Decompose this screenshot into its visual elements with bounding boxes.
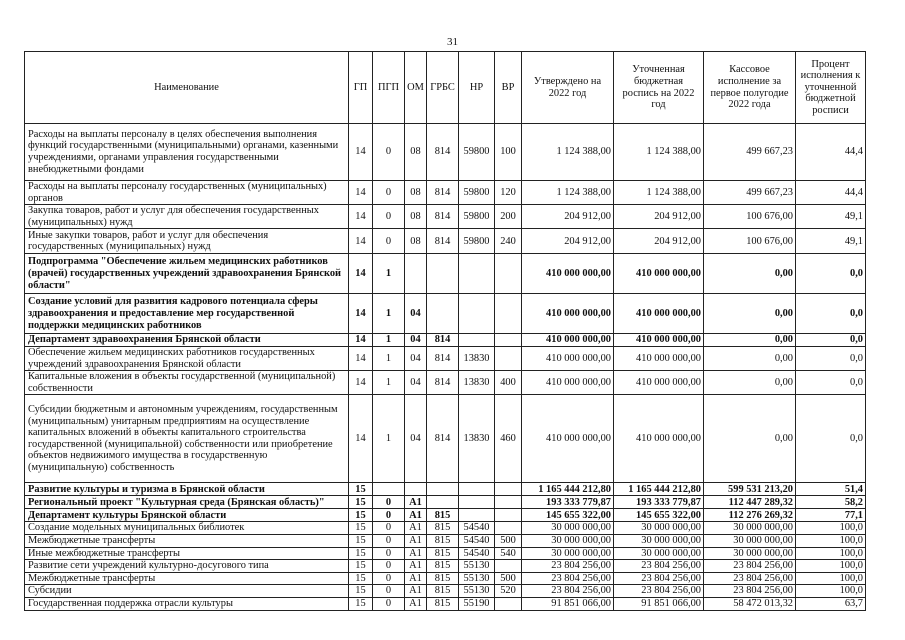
cell-pgp: 0 — [373, 572, 405, 585]
cell-grbs: 814 — [427, 346, 459, 370]
cell-refined: 204 912,00 — [614, 229, 704, 254]
cell-approved: 145 655 322,00 — [522, 509, 614, 522]
table-row — [25, 181, 866, 205]
cell-pgp: 0 — [373, 124, 405, 181]
cell-pgp: 1 — [373, 254, 405, 294]
cell-gp: 15 — [349, 560, 373, 573]
cell-refined: 30 000 000,00 — [614, 522, 704, 535]
cell-grbs: 814 — [427, 124, 459, 181]
cell-cash: 30 000 000,00 — [704, 547, 796, 560]
cell-grbs: 814 — [427, 229, 459, 254]
cell-approved: 410 000 000,00 — [522, 395, 614, 483]
cell-nr: 55130 — [459, 560, 495, 573]
cell-vr — [495, 346, 522, 370]
cell-percent: 44,4 — [796, 181, 866, 205]
table-row — [25, 254, 866, 294]
cell-name: Межбюджетные трансферты — [25, 534, 349, 547]
cell-vr: 500 — [495, 534, 522, 547]
cell-pgp: 0 — [373, 509, 405, 522]
cell-refined: 1 124 388,00 — [614, 181, 704, 205]
cell-vr — [495, 483, 522, 496]
cell-name: Подпрограмма "Обеспечение жильем медицинских работников (врачей) государственных учреждений здравоохранения Брянской области" — [25, 254, 349, 294]
cell-gp: 14 — [349, 395, 373, 483]
cell-pgp: 0 — [373, 181, 405, 205]
cell-percent: 100,0 — [796, 547, 866, 560]
cell-vr — [495, 522, 522, 535]
cell-grbs: 815 — [427, 522, 459, 535]
cell-approved: 410 000 000,00 — [522, 254, 614, 294]
cell-pgp: 0 — [373, 547, 405, 560]
cell-pgp: 1 — [373, 334, 405, 347]
cell-vr: 460 — [495, 395, 522, 483]
cell-grbs: 814 — [427, 371, 459, 395]
cell-pgp: 0 — [373, 534, 405, 547]
cell-approved: 23 804 256,00 — [522, 572, 614, 585]
cell-grbs: 814 — [427, 181, 459, 205]
cell-refined: 410 000 000,00 — [614, 371, 704, 395]
cell-grbs: 814 — [427, 205, 459, 229]
cell-om: 08 — [405, 181, 427, 205]
cell-vr — [495, 597, 522, 610]
table-row — [25, 124, 866, 181]
cell-grbs: 815 — [427, 560, 459, 573]
table-row — [25, 560, 866, 573]
cell-percent: 100,0 — [796, 585, 866, 598]
cell-om: A1 — [405, 534, 427, 547]
cell-name: Создание модельных муниципальных библиотек — [25, 522, 349, 535]
cell-gp: 14 — [349, 181, 373, 205]
cell-cash: 0,00 — [704, 371, 796, 395]
cell-nr: 13830 — [459, 346, 495, 370]
cell-name: Региональный проект "Культурная среда (Брянская область)" — [25, 496, 349, 509]
cell-approved: 410 000 000,00 — [522, 294, 614, 334]
cell-gp: 14 — [349, 346, 373, 370]
cell-vr: 500 — [495, 572, 522, 585]
cell-nr: 55130 — [459, 572, 495, 585]
cell-refined: 410 000 000,00 — [614, 294, 704, 334]
cell-om: 08 — [405, 124, 427, 181]
cell-vr: 520 — [495, 585, 522, 598]
cell-cash: 0,00 — [704, 294, 796, 334]
cell-pgp — [373, 483, 405, 496]
cell-pgp: 0 — [373, 585, 405, 598]
cell-om: A1 — [405, 496, 427, 509]
table-row — [25, 534, 866, 547]
cell-nr — [459, 254, 495, 294]
cell-nr — [459, 334, 495, 347]
cell-nr: 55190 — [459, 597, 495, 610]
cell-gp: 15 — [349, 547, 373, 560]
cell-refined: 410 000 000,00 — [614, 254, 704, 294]
cell-pgp: 0 — [373, 496, 405, 509]
table-row — [25, 522, 866, 535]
cell-name: Межбюджетные трансферты — [25, 572, 349, 585]
cell-pgp: 0 — [373, 522, 405, 535]
cell-name: Иные закупки товаров, работ и услуг для обеспечения государственных (муниципальных) нужд — [25, 229, 349, 254]
cell-gp: 14 — [349, 205, 373, 229]
cell-refined: 23 804 256,00 — [614, 572, 704, 585]
cell-nr: 54540 — [459, 534, 495, 547]
cell-grbs: 815 — [427, 585, 459, 598]
cell-grbs — [427, 496, 459, 509]
cell-name: Субсидии бюджетным и автономным учреждениям, государственным (муниципальным) унитарным предприятиям на осуществление капитальных вложений в объекты капитального строительства государственной (муниципальной) собственности или приобретение объектов недвижимого имущества в государственную (муниципальную) собственность — [25, 395, 349, 483]
cell-grbs: 814 — [427, 395, 459, 483]
cell-approved: 23 804 256,00 — [522, 585, 614, 598]
cell-refined: 410 000 000,00 — [614, 334, 704, 347]
cell-approved: 193 333 779,87 — [522, 496, 614, 509]
cell-percent: 51,4 — [796, 483, 866, 496]
cell-approved: 23 804 256,00 — [522, 560, 614, 573]
header-percent: Процент исполнения к уточненной бюджетной росписи — [796, 52, 866, 124]
cell-cash: 112 447 289,32 — [704, 496, 796, 509]
cell-gp: 15 — [349, 597, 373, 610]
cell-nr — [459, 294, 495, 334]
cell-cash: 100 676,00 — [704, 205, 796, 229]
cell-nr: 59800 — [459, 229, 495, 254]
cell-percent: 63,7 — [796, 597, 866, 610]
cell-cash: 100 676,00 — [704, 229, 796, 254]
cell-pgp: 0 — [373, 597, 405, 610]
cell-gp: 15 — [349, 534, 373, 547]
table-row — [25, 229, 866, 254]
cell-gp: 14 — [349, 124, 373, 181]
table-row — [25, 294, 866, 334]
cell-refined: 1 124 388,00 — [614, 124, 704, 181]
cell-nr: 55130 — [459, 585, 495, 598]
cell-refined: 204 912,00 — [614, 205, 704, 229]
cell-percent: 58,2 — [796, 496, 866, 509]
header-name: Наименование — [25, 52, 349, 124]
cell-cash: 0,00 — [704, 334, 796, 347]
cell-om: A1 — [405, 585, 427, 598]
cell-om: A1 — [405, 560, 427, 573]
table-row — [25, 572, 866, 585]
cell-name: Государственная поддержка отрасли культуры — [25, 597, 349, 610]
table-row — [25, 585, 866, 598]
cell-om: 04 — [405, 294, 427, 334]
cell-om: 04 — [405, 346, 427, 370]
table-body — [25, 124, 866, 611]
table-row — [25, 547, 866, 560]
table-row — [25, 483, 866, 496]
cell-nr — [459, 496, 495, 509]
cell-gp: 15 — [349, 496, 373, 509]
table-row — [25, 346, 866, 370]
cell-approved: 410 000 000,00 — [522, 346, 614, 370]
cell-name: Капитальные вложения в объекты государственной (муниципальной) собственности — [25, 371, 349, 395]
cell-pgp: 0 — [373, 205, 405, 229]
header-nr: НР — [459, 52, 495, 124]
cell-cash: 0,00 — [704, 346, 796, 370]
table-row — [25, 205, 866, 229]
cell-grbs: 815 — [427, 597, 459, 610]
cell-grbs — [427, 294, 459, 334]
cell-om — [405, 483, 427, 496]
cell-name: Департамент культуры Брянской области — [25, 509, 349, 522]
cell-pgp: 1 — [373, 346, 405, 370]
cell-gp: 14 — [349, 294, 373, 334]
cell-approved: 1 124 388,00 — [522, 124, 614, 181]
cell-cash: 599 531 213,20 — [704, 483, 796, 496]
cell-approved: 30 000 000,00 — [522, 522, 614, 535]
cell-gp: 15 — [349, 572, 373, 585]
cell-gp: 14 — [349, 229, 373, 254]
cell-cash: 23 804 256,00 — [704, 585, 796, 598]
budget-table — [24, 51, 866, 611]
cell-nr — [459, 483, 495, 496]
cell-grbs: 815 — [427, 509, 459, 522]
cell-vr: 100 — [495, 124, 522, 181]
cell-om: 04 — [405, 334, 427, 347]
cell-nr: 59800 — [459, 181, 495, 205]
cell-percent: 49,1 — [796, 205, 866, 229]
cell-percent: 0,0 — [796, 395, 866, 483]
cell-refined: 1 165 444 212,80 — [614, 483, 704, 496]
table-row — [25, 334, 866, 347]
cell-grbs — [427, 254, 459, 294]
cell-vr: 120 — [495, 181, 522, 205]
cell-name: Субсидии — [25, 585, 349, 598]
cell-approved: 204 912,00 — [522, 229, 614, 254]
cell-nr: 59800 — [459, 124, 495, 181]
cell-percent: 0,0 — [796, 371, 866, 395]
cell-grbs: 815 — [427, 534, 459, 547]
cell-refined: 193 333 779,87 — [614, 496, 704, 509]
cell-cash: 499 667,23 — [704, 181, 796, 205]
cell-approved: 204 912,00 — [522, 205, 614, 229]
cell-nr: 54540 — [459, 547, 495, 560]
cell-nr: 54540 — [459, 522, 495, 535]
cell-percent: 0,0 — [796, 334, 866, 347]
cell-om: 04 — [405, 371, 427, 395]
cell-om: 08 — [405, 205, 427, 229]
table-row — [25, 509, 866, 522]
cell-nr: 59800 — [459, 205, 495, 229]
cell-gp: 14 — [349, 254, 373, 294]
cell-vr: 200 — [495, 205, 522, 229]
cell-percent: 49,1 — [796, 229, 866, 254]
cell-gp: 15 — [349, 509, 373, 522]
cell-pgp: 1 — [373, 294, 405, 334]
cell-vr — [495, 294, 522, 334]
cell-percent: 100,0 — [796, 522, 866, 535]
header-cash: Кассовое исполнение за первое полугодие 2022 года — [704, 52, 796, 124]
cell-nr — [459, 509, 495, 522]
cell-percent: 100,0 — [796, 572, 866, 585]
header-pgp: ПГП — [373, 52, 405, 124]
cell-gp: 14 — [349, 371, 373, 395]
cell-vr — [495, 334, 522, 347]
table-row — [25, 395, 866, 483]
cell-vr: 540 — [495, 547, 522, 560]
cell-om: A1 — [405, 547, 427, 560]
cell-cash: 30 000 000,00 — [704, 522, 796, 535]
cell-percent: 0,0 — [796, 346, 866, 370]
table-row — [25, 496, 866, 509]
cell-percent: 100,0 — [796, 534, 866, 547]
cell-percent: 44,4 — [796, 124, 866, 181]
cell-refined: 145 655 322,00 — [614, 509, 704, 522]
cell-name: Развитие сети учреждений культурно-досугового типа — [25, 560, 349, 573]
cell-om: 08 — [405, 229, 427, 254]
cell-percent: 0,0 — [796, 294, 866, 334]
cell-pgp: 0 — [373, 229, 405, 254]
cell-gp: 14 — [349, 334, 373, 347]
cell-gp: 15 — [349, 585, 373, 598]
header-om: ОМ — [405, 52, 427, 124]
header-approved: Утверждено на 2022 год — [522, 52, 614, 124]
cell-grbs: 815 — [427, 572, 459, 585]
cell-percent: 77,1 — [796, 509, 866, 522]
cell-pgp: 1 — [373, 371, 405, 395]
cell-percent: 0,0 — [796, 254, 866, 294]
cell-percent: 100,0 — [796, 560, 866, 573]
table-row — [25, 597, 866, 610]
cell-refined: 23 804 256,00 — [614, 585, 704, 598]
cell-vr — [495, 496, 522, 509]
cell-refined: 23 804 256,00 — [614, 560, 704, 573]
cell-cash: 499 667,23 — [704, 124, 796, 181]
table-row — [25, 371, 866, 395]
cell-grbs: 814 — [427, 334, 459, 347]
cell-refined: 30 000 000,00 — [614, 547, 704, 560]
header-gp: ГП — [349, 52, 373, 124]
cell-cash: 23 804 256,00 — [704, 572, 796, 585]
cell-nr: 13830 — [459, 371, 495, 395]
cell-om: 04 — [405, 395, 427, 483]
cell-refined: 30 000 000,00 — [614, 534, 704, 547]
page-number: 31 — [447, 36, 458, 48]
cell-cash: 58 472 013,32 — [704, 597, 796, 610]
header-row — [25, 52, 866, 124]
cell-vr: 400 — [495, 371, 522, 395]
cell-cash: 112 276 269,32 — [704, 509, 796, 522]
cell-grbs: 815 — [427, 547, 459, 560]
cell-refined: 410 000 000,00 — [614, 346, 704, 370]
cell-pgp: 0 — [373, 560, 405, 573]
cell-name: Расходы на выплаты персоналу в целях обеспечения выполнения функций государственными (муниципальными) органами, казенными учреждениями, органами управления государственными внебюджетными фондами — [25, 124, 349, 181]
cell-approved: 410 000 000,00 — [522, 334, 614, 347]
cell-gp: 15 — [349, 522, 373, 535]
cell-om: A1 — [405, 597, 427, 610]
cell-nr: 13830 — [459, 395, 495, 483]
cell-cash: 0,00 — [704, 254, 796, 294]
cell-om: A1 — [405, 572, 427, 585]
header-vr: ВР — [495, 52, 522, 124]
cell-name: Расходы на выплаты персоналу государственных (муниципальных) органов — [25, 181, 349, 205]
cell-name: Департамент здравоохранения Брянской области — [25, 334, 349, 347]
cell-vr — [495, 560, 522, 573]
cell-vr: 240 — [495, 229, 522, 254]
cell-approved: 30 000 000,00 — [522, 534, 614, 547]
cell-vr — [495, 509, 522, 522]
cell-name: Создание условий для развития кадрового потенциала сферы здравоохранения и предоставление мер государственной поддержки медицинских работников — [25, 294, 349, 334]
cell-approved: 410 000 000,00 — [522, 371, 614, 395]
cell-approved: 1 124 388,00 — [522, 181, 614, 205]
cell-grbs — [427, 483, 459, 496]
cell-om: A1 — [405, 522, 427, 535]
cell-cash: 30 000 000,00 — [704, 534, 796, 547]
cell-cash: 23 804 256,00 — [704, 560, 796, 573]
cell-cash: 0,00 — [704, 395, 796, 483]
cell-refined: 410 000 000,00 — [614, 395, 704, 483]
cell-name: Обеспечение жильем медицинских работников государственных учреждений здравоохранения Брянской области — [25, 346, 349, 370]
cell-gp: 15 — [349, 483, 373, 496]
cell-name: Развитие культуры и туризма в Брянской области — [25, 483, 349, 496]
cell-refined: 91 851 066,00 — [614, 597, 704, 610]
cell-vr — [495, 254, 522, 294]
cell-om: A1 — [405, 509, 427, 522]
cell-approved: 1 165 444 212,80 — [522, 483, 614, 496]
cell-approved: 91 851 066,00 — [522, 597, 614, 610]
header-refined: Уточненная бюджетная роспись на 2022 год — [614, 52, 704, 124]
cell-approved: 30 000 000,00 — [522, 547, 614, 560]
header-grbs: ГРБС — [427, 52, 459, 124]
cell-om — [405, 254, 427, 294]
cell-name: Иные межбюджетные трансферты — [25, 547, 349, 560]
cell-pgp: 1 — [373, 395, 405, 483]
cell-name: Закупка товаров, работ и услуг для обеспечения государственных (муниципальных) нужд — [25, 205, 349, 229]
